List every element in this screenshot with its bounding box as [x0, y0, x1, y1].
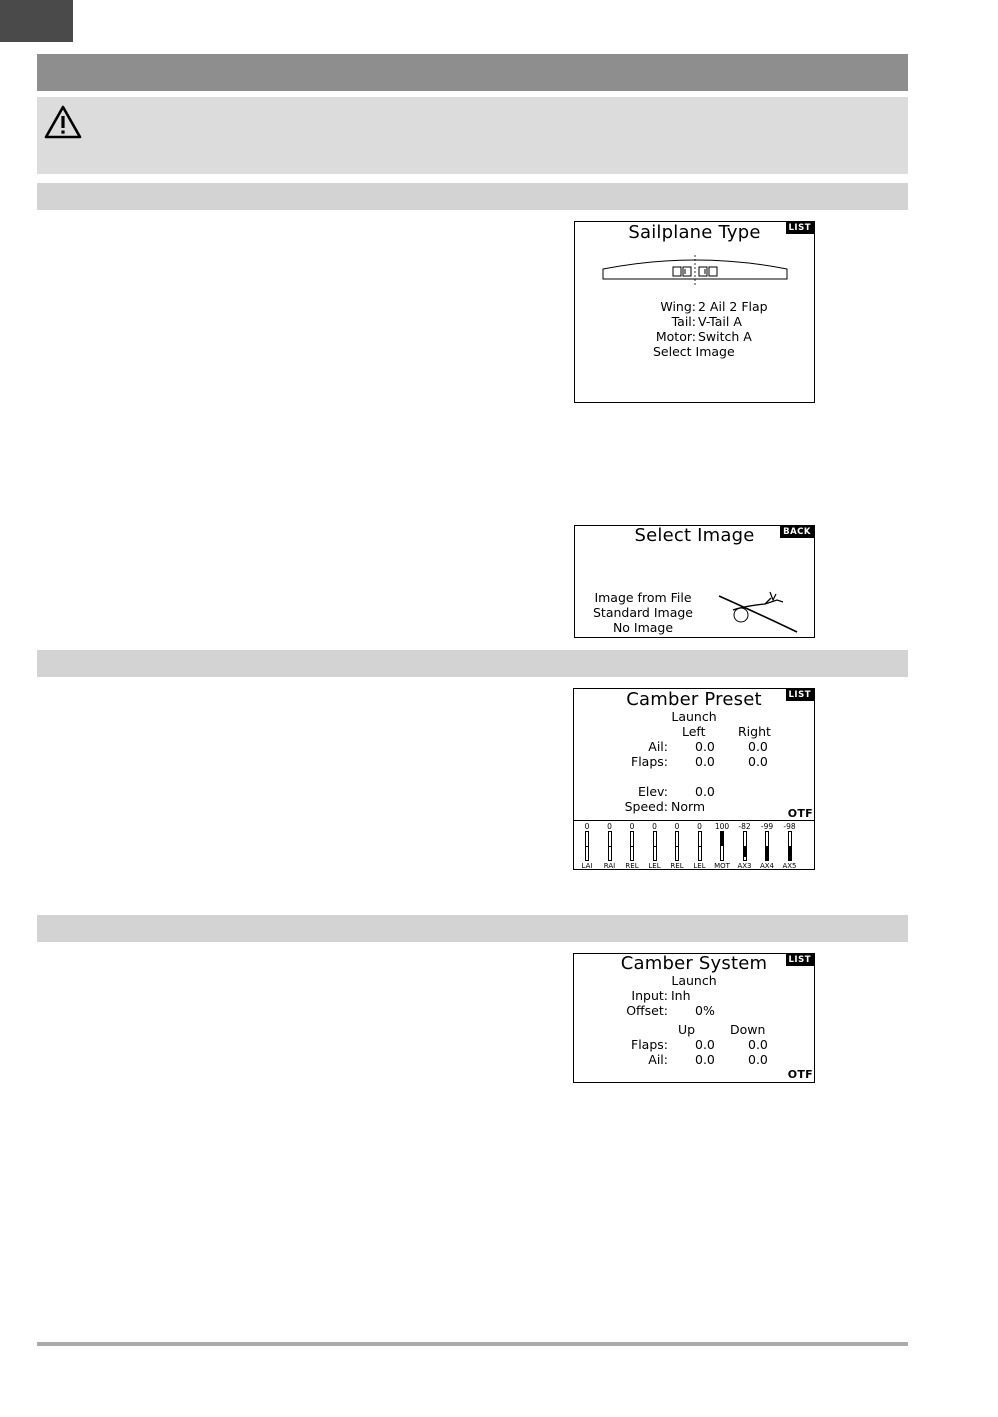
channel-label: REL: [625, 862, 639, 870]
wing-value[interactable]: 2 Ail 2 Flap: [698, 299, 768, 314]
channel-value: 0: [607, 822, 612, 831]
flaps-down-value[interactable]: 0.0: [748, 1037, 768, 1052]
ail-up-value[interactable]: 0.0: [695, 1052, 715, 1067]
page-corner-tab: [0, 0, 73, 42]
channel-bar: [630, 831, 634, 861]
channel-label: MOT: [714, 862, 730, 870]
camber-system-screen: [573, 953, 815, 1083]
input-value[interactable]: Inh: [671, 988, 691, 1003]
channel-bar-fill: [699, 846, 701, 847]
ail-right-value[interactable]: 0.0: [748, 739, 768, 754]
footer-rule: [37, 1342, 908, 1346]
channel-bar: [743, 831, 747, 861]
channel-bar: [720, 831, 724, 861]
up-column-header: Up: [678, 1022, 696, 1037]
screen-title: Select Image: [634, 525, 755, 546]
sailplane-wing-icon: [601, 253, 789, 287]
channel-bar-fill: [654, 846, 656, 847]
screen-title: Sailplane Type: [628, 222, 761, 243]
flaps-right-value[interactable]: 0.0: [748, 754, 768, 769]
input-label: Input:: [631, 988, 668, 1003]
channel-bar: [585, 831, 589, 861]
left-column-header: Left: [682, 724, 706, 739]
channel-value: 100: [714, 822, 730, 831]
channel-value: 0: [584, 822, 590, 831]
channel-label: REL: [670, 862, 684, 870]
camber-preset-screen: [573, 688, 815, 870]
channel-bar-fill: [744, 846, 746, 857]
sailplane-type-screen: [574, 221, 815, 403]
channel-bar: [608, 831, 612, 861]
channel-label: LEL: [693, 862, 706, 870]
channel-value: -82: [738, 822, 751, 831]
flaps-up-value[interactable]: 0.0: [695, 1037, 715, 1052]
channel-bar-fill: [766, 846, 768, 860]
list-badge[interactable]: LIST: [786, 689, 815, 701]
motor-value[interactable]: Switch A: [698, 329, 752, 344]
motor-label: Motor:: [655, 329, 696, 344]
channel-value: -99: [760, 822, 774, 831]
back-badge[interactable]: BACK: [780, 526, 814, 538]
section-bar-1: [37, 183, 908, 210]
image-from-file-option[interactable]: Image from File: [594, 590, 692, 605]
ail-left-value[interactable]: 0.0: [695, 739, 715, 754]
warning-box: [37, 97, 908, 174]
channel-label: AX4: [759, 862, 775, 870]
screen-title: Camber Preset: [626, 689, 762, 710]
speed-label: Speed:: [624, 799, 668, 814]
section-bar-3: [37, 915, 908, 942]
screen-title: Camber System: [620, 953, 768, 974]
channel-value: 0: [674, 822, 680, 831]
flaps-label: Flaps:: [631, 754, 668, 769]
select-image-screen: [574, 525, 815, 638]
no-image-option[interactable]: No Image: [612, 620, 674, 635]
elev-label: Elev:: [638, 784, 668, 799]
channel-bar-fill: [721, 832, 723, 846]
elev-value[interactable]: 0.0: [695, 784, 715, 799]
flight-mode: Launch: [671, 973, 717, 988]
tail-label: Tail:: [671, 314, 696, 329]
right-column-header: Right: [738, 724, 771, 739]
page-title-bar: [37, 54, 908, 91]
wing-label: Wing:: [660, 299, 696, 314]
standard-image-option[interactable]: Standard Image: [593, 605, 693, 620]
select-image-option[interactable]: Select Image: [653, 344, 735, 359]
channel-label: AX3: [737, 862, 752, 870]
tail-value[interactable]: V-Tail A: [698, 314, 742, 329]
channel-monitor: [574, 821, 814, 869]
speed-value[interactable]: Norm: [671, 799, 706, 814]
sailplane-image-icon: [715, 588, 805, 636]
channel-label: LEL: [648, 862, 661, 870]
channel-value: 0: [652, 822, 657, 831]
offset-label: Offset:: [626, 1003, 668, 1018]
channel-bar: [653, 831, 657, 861]
ail-down-value[interactable]: 0.0: [748, 1052, 768, 1067]
channel-label: LAI: [581, 862, 593, 870]
channel-bar-fill: [631, 846, 633, 847]
channel-bar-fill: [789, 846, 791, 860]
down-column-header: Down: [730, 1022, 766, 1037]
ail-label: Ail:: [648, 739, 668, 754]
otf-indicator: OTF: [787, 1068, 813, 1081]
channel-bar-fill: [609, 846, 611, 847]
flaps-left-value[interactable]: 0.0: [695, 754, 715, 769]
channel-bar: [675, 831, 679, 861]
channel-value: 0: [697, 822, 702, 831]
flaps-label: Flaps:: [631, 1037, 668, 1052]
channel-bar-fill: [586, 846, 588, 847]
offset-value[interactable]: 0%: [695, 1003, 715, 1018]
warning-icon: [44, 105, 82, 139]
channel-bar-fill: [676, 846, 678, 847]
channel-label: AX5: [782, 862, 797, 870]
section-bar-2: [37, 650, 908, 677]
list-badge[interactable]: LIST: [786, 222, 815, 234]
channel-value: -98: [783, 822, 796, 831]
flight-mode: Launch: [671, 709, 717, 724]
channel-bar: [698, 831, 702, 861]
ail-label: Ail:: [648, 1052, 668, 1067]
otf-indicator: OTF: [787, 807, 813, 820]
channel-bar: [788, 831, 792, 861]
channel-value: 0: [629, 822, 635, 831]
channel-bar: [765, 831, 769, 861]
channel-label: RAI: [603, 862, 616, 870]
list-badge[interactable]: LIST: [786, 954, 815, 966]
